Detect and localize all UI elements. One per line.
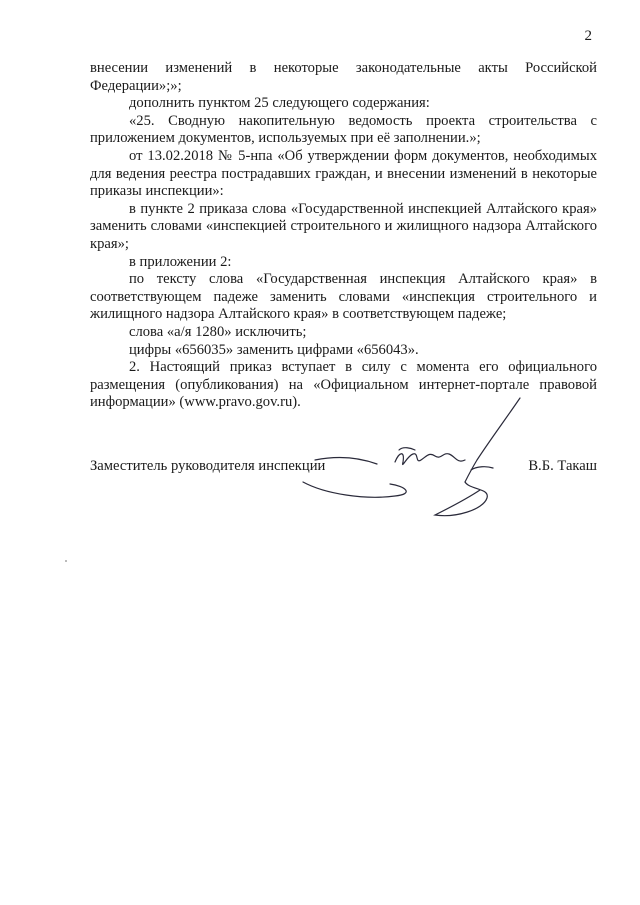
paragraph: от 13.02.2018 № 5-нпа «Об утверждении форм документов, необходимых для ведения реестра пострадавших граждан, и внесении изменений в некоторые приказы инспекции»: xyxy=(90,147,597,200)
page-number: 2 xyxy=(584,28,592,44)
handwritten-signature xyxy=(295,390,535,530)
signer-name: В.Б. Такаш xyxy=(528,458,597,474)
paragraph: цифры «656035» заменить цифрами «656043». xyxy=(129,341,419,358)
paragraph: «25. Сводную накопительную ведомость проекта строительства с приложением документов, используемых при её заполнении.»; xyxy=(90,112,597,147)
paragraph: 2. Настоящий приказ вступает в силу с момента его официального размещения (опубликования) на «Официальном интернет-портале правовой информации» (www.pravo.gov.ru). xyxy=(90,359,597,411)
document-body xyxy=(90,60,597,412)
paragraph: дополнить пунктом 25 следующего содержания: xyxy=(129,95,430,112)
paragraph: внесении изменений в некоторые законодательные акты Российской Федерации»;»; xyxy=(90,60,597,94)
paragraph: в приложении 2: xyxy=(129,253,232,270)
paragraph: в пункте 2 приказа слова «Государственной инспекцией Алтайского края» заменить словами «инспекцией строительного и жилищного надзора Алтайского края»; xyxy=(90,200,597,252)
scan-artifact xyxy=(65,560,67,562)
paragraph: слова «а/я 1280» исключить; xyxy=(129,323,307,340)
paragraph: по тексту слова «Государственная инспекция Алтайского края» в соответствующем падеже заменить словами «инспекция строительного и жилищного надзора Алтайского края» в соответствующем падеже; xyxy=(90,271,597,323)
signer-title: Заместитель руководителя инспекции xyxy=(90,458,326,474)
